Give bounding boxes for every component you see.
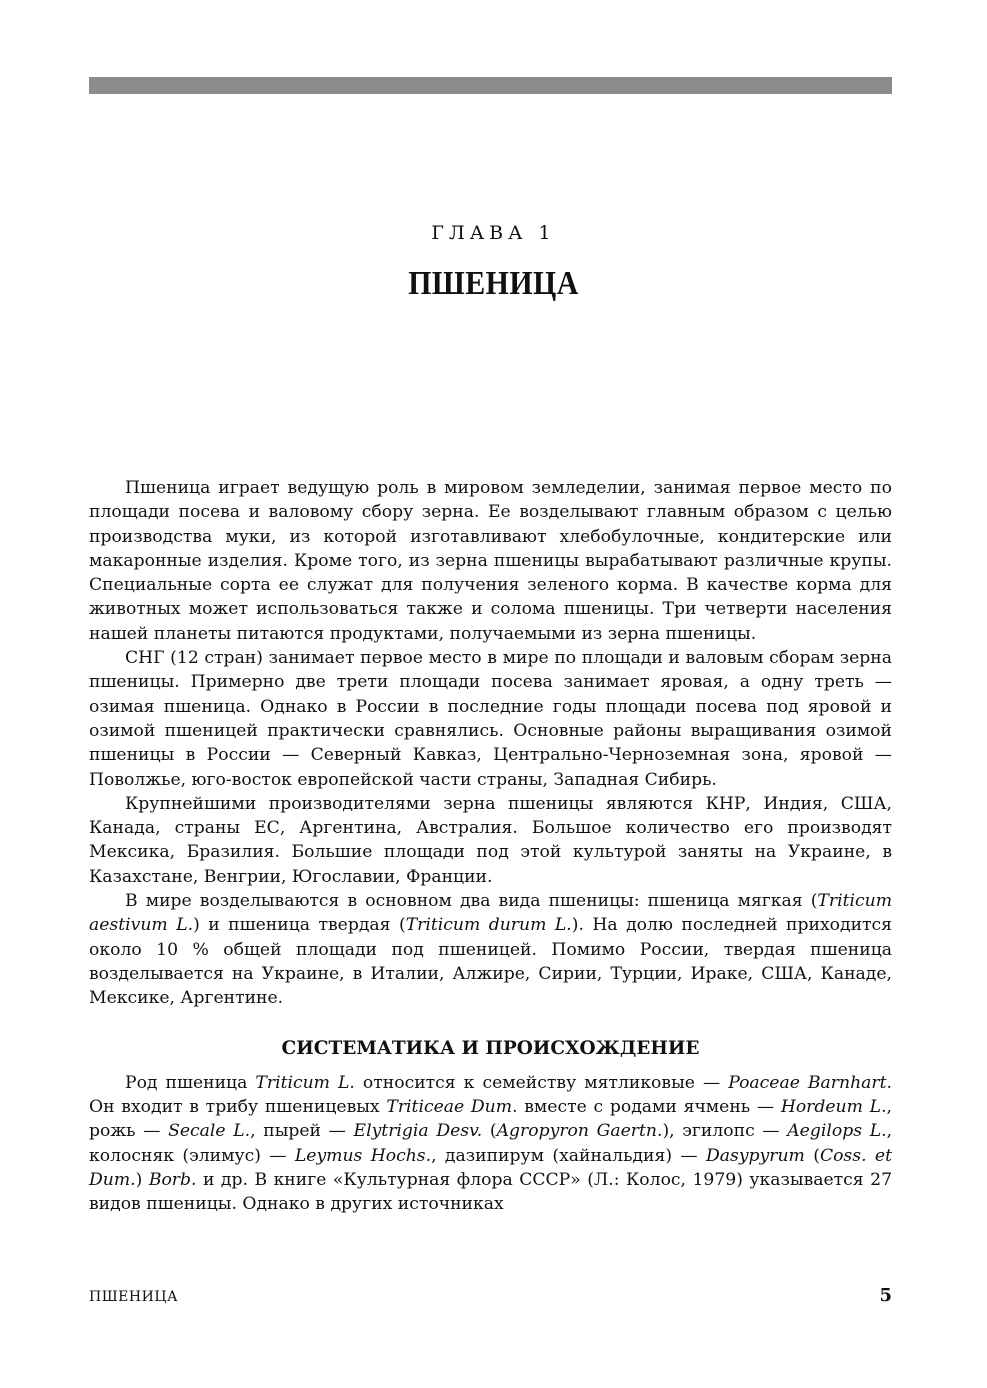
taxon-name: Dasypyrum	[705, 1145, 805, 1166]
paragraph-4: В мире возделываются в основном два вида пшеницы: пшеница мягкая (Triticum aestivum L.) и пшеница твердая (Triticum durum L.). На долю последней приходится около 10 % общей площади под пшеницей. Помимо России, твердая пшеница возделывается на Украине, в Италии, Алжире, Сирии, Турции, Ираке, США, Канаде, Мексике, Аргентине.	[89, 891, 893, 1009]
paragraph-1: Пшеница играет ведущую роль в мировом земледелии, занимая первое место по площади посева и валовому сбору зерна. Ее возделывают главным образом с целью производства муки, из которой изготавливают хлебобулочные, кондитерские или макаронные изделия. Кроме того, из зерна пшеницы вырабатывают различные крупы. Специальные сорта ее служат для получения зеленого корма. В качестве корма для животных может использоваться также и солома пшеницы. Три четверти населения нашей планеты питаются продуктами, получаемыми из зерна пшеницы.	[89, 478, 892, 644]
taxon-name: Coss. et Dum.	[89, 1145, 893, 1191]
taxon-name: Triticum L.	[255, 1072, 355, 1093]
paragraph-3: Крупнейшими производителями зерна пшеницы являются КНР, Индия, США, Канада, страны ЕС, Аргентина, Австралия. Большое количество его производят Мексика, Бразилия. Большие площади под этой культурой заняты на Украине, в Казахстане, Венгрии, Югославии, Франции.	[89, 793, 892, 887]
taxon-name: Aegilops L.	[787, 1121, 887, 1142]
running-title: ПШЕНИЦА	[89, 1289, 179, 1305]
taxon-name: Triticeae Dum	[386, 1097, 513, 1118]
species-name: Triticum durum L.	[405, 915, 572, 936]
taxon-name: Secale L.	[168, 1121, 251, 1142]
paragraph-2: СНГ (12 стран) занимает первое место в мире по площади и валовым сборам зерна пшеницы. Примерно две трети площади посева занимает яровая, а одну треть — озимая пшеница. Однако в России в последние годы площади посева под яровой и озимой пшеницей практически сравнялись. Основные районы выращивания озимой пшеницы в России — Северный Кавказ, Центрально-Черноземная зона, яровой — Поволжье, юго-восток европейской части страны, Западная Сибирь.	[89, 648, 892, 790]
taxon-name: Poaceae Barnhart	[728, 1072, 887, 1093]
taxon-name: Borb.	[148, 1170, 197, 1191]
taxon-name: Hordeum L.	[780, 1097, 887, 1118]
taxon-name: Leymus Hochs.	[294, 1145, 432, 1166]
taxon-name: Elytrigia Desv.	[353, 1121, 483, 1142]
chapter-label: ГЛАВА 1	[431, 222, 556, 244]
page-number: 5	[879, 1285, 892, 1306]
chapter-title: ПШЕНИЦА	[408, 265, 579, 302]
paragraph-5: Род пшеница Triticum L. относится к семейству мятликовые — Poaceae Barnhart. Он входит в трибу пшеницевых Triticeae Dum. вместе с родами ячмень — Hordeum L., рожь — Secale L., пырей — Elytrigia Desv. (Agropyron Gaertn.), эгилопс — Aegilops L., колосняк (элимус) — Leymus Hochs., дазипирум (хайнальдия) — Dasypyrum (Coss. et Dum.) Borb. и др. В книге «Культурная флора СССР» (Л.: Колос, 1979) указывается 27 видов пшеницы. Однако в других источниках	[89, 1072, 893, 1215]
top-decorative-bar	[89, 77, 892, 94]
taxon-name: Agropyron Gaertn.	[496, 1121, 663, 1142]
section-heading: СИСТЕМАТИКА И ПРОИСХОЖДЕНИЕ	[281, 1037, 700, 1059]
body-text	[89, 476, 892, 1217]
species-name: Triticum aestivum L.	[89, 891, 892, 936]
